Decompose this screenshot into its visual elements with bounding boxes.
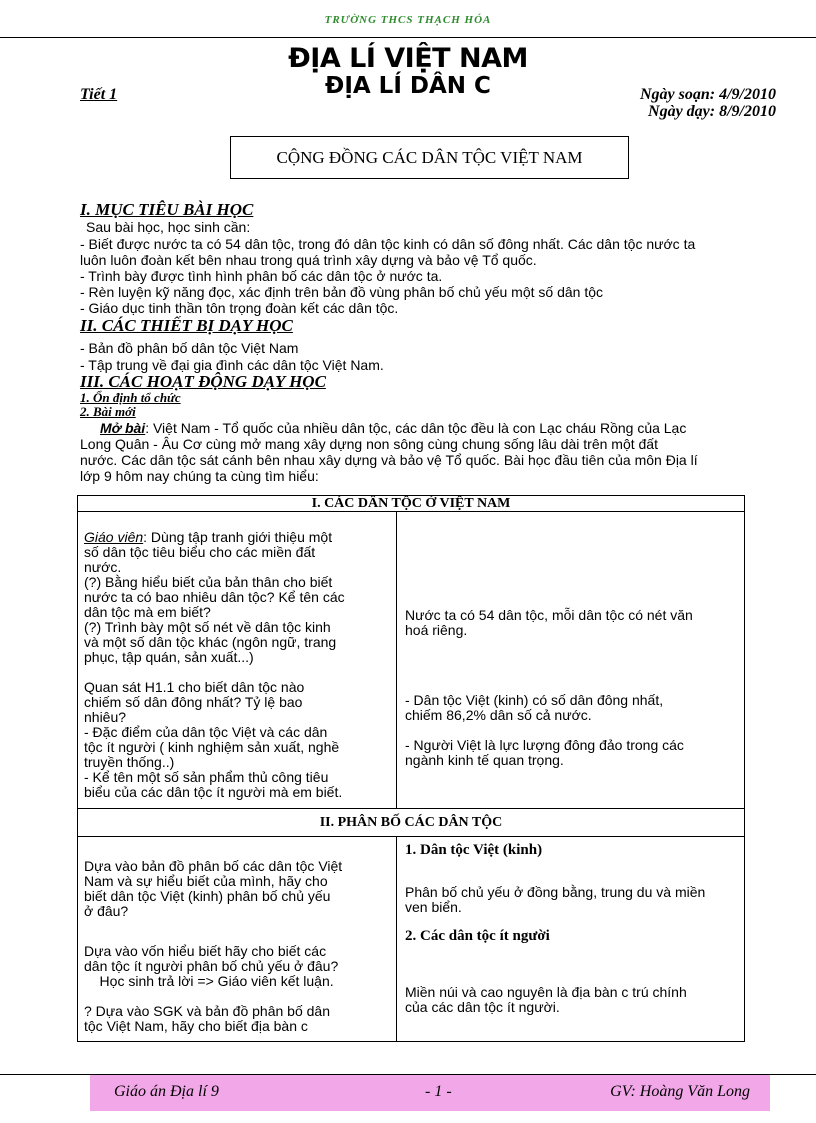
content-line: ngành kinh tế quan trọng. xyxy=(405,752,564,768)
content-line: Phân bố chủ yếu ở đồng bằng, trung du và miền xyxy=(405,884,706,900)
intro-line: Long Quân - Âu Cơ cùng mở mang xây dựng non sông cùng chung sống lâu dài trên một đất xyxy=(80,436,658,452)
equipment-line: - Bản đồ phân bố dân tộc Việt Nam xyxy=(80,340,299,356)
page-title: ĐỊA LÍ VIỆT NAM xyxy=(288,43,528,74)
intro-line: lớp 9 hôm nay chúng ta cùng tìm hiểu: xyxy=(80,468,319,484)
content-line: ven biển. xyxy=(405,899,462,915)
content-line: - Dân tộc Việt (kinh) có số dân đông nhất, xyxy=(405,692,664,708)
content-subheading: 2. Các dân tộc ít người xyxy=(405,928,550,944)
content-subheading: 1. Dân tộc Việt (kinh) xyxy=(405,842,543,858)
header-divider xyxy=(0,37,816,38)
content-cell xyxy=(397,837,745,1042)
intro-line: nước. Các dân tộc sát cánh bên nhau xây dựng và bảo vệ Tổ quốc. Bài học đầu tiên của môn Địa lí xyxy=(80,452,698,468)
section-activities-heading: III. CÁC HOẠT ĐỘNG DẠY HỌC xyxy=(80,372,326,391)
lesson-title: CỘNG ĐỒNG CÁC DÂN TỘC VIỆT NAM xyxy=(230,136,629,179)
lesson-table xyxy=(77,495,745,1042)
objectives-line: Sau bài học, học sinh cần: xyxy=(86,219,251,235)
intro-label: Mở bài xyxy=(100,420,146,436)
content-line: Nước ta có 54 dân tộc, mỗi dân tộc có nét văn xyxy=(405,607,693,623)
date-prepared: Ngày soạn: 4/9/2010 xyxy=(640,86,776,103)
objectives-line: - Giáo dục tinh thần tôn trọng đoàn kết các dân tộc. xyxy=(80,300,399,316)
content-line: - Người Việt là lực lượng đông đảo trong các xyxy=(405,737,684,753)
section-objectives-heading: I. MỤC TIÊU BÀI HỌC xyxy=(80,200,254,219)
intro-line xyxy=(100,420,686,436)
teacher-activities-cell: Giáo viên: Dùng tập tranh giới thiệu một số dân tộc tiêu biểu cho các miền đất nước. (?) Bằng hiểu biết của bản thân cho biết nước ta có bao nhiêu dân tộc? Kể tên các dân tộc mà em biết? (?) Trình bày một số nét về dân tộc kinh và một số dân tộc khác (ngôn ngữ, trang phục, tập quán, sản xuất...) Quan sát H1.1 cho biết dân tộc nào chiếm số dân đông nhất? Tỷ lệ bao nhiêu? - Đặc điểm của dân tộc Việt và các dân tộc ít người ( kinh nghiệm sản xuất, nghề truyền thống..) - Kể tên một số sản phẩm thủ công tiêu biểu của các dân tộc ít người mà em biết. xyxy=(78,512,397,809)
content-cell xyxy=(397,512,745,809)
content-line: chiếm 86,2% dân số cả nước. xyxy=(405,707,592,723)
section-equipment-heading: II. CÁC THIẾT BỊ DẠY HỌC xyxy=(80,316,293,335)
sub-heading-stabilize: 1. Ổn định tổ chức xyxy=(80,390,181,405)
lesson-dates xyxy=(640,86,776,120)
table-section-heading: I. CÁC DÂN TỘC Ở VIỆT NAM xyxy=(78,496,745,512)
objectives-line: luôn luôn đoàn kết bên nhau trong quá trình xây dựng và bảo vệ Tổ quốc. xyxy=(80,252,537,268)
objectives-line: - Trình bày được tình hình phân bố các dân tộc ở nước ta. xyxy=(80,268,443,284)
page-footer xyxy=(90,1075,770,1111)
page-subtitle: ĐỊA LÍ DÂN C xyxy=(325,73,491,99)
teacher-label: Giáo viên xyxy=(84,529,144,545)
table-section-heading: II. PHÂN BỐ CÁC DÂN TỘC xyxy=(78,809,745,837)
date-taught: Ngày dạy: 8/9/2010 xyxy=(648,103,776,120)
sub-heading-new-lesson: 2. Bài mới xyxy=(80,404,136,419)
teacher-activities-cell: Dựa vào bản đồ phân bố các dân tộc Việt Nam và sự hiểu biết của mình, hãy cho biết dân tộc Việt (kinh) phân bố chủ yếu ở đâu? Dựa vào vốn hiểu biết hãy cho biết các dân tộc ít người phân bố chủ yếu ở đâu? Học sinh trả lời => Giáo viên kết luận. ? Dựa vào SGK và bản đồ phân bố dân tộc Việt Nam, hãy cho biết địa bàn c xyxy=(78,837,397,1042)
page-number: - 1 - xyxy=(425,1083,452,1100)
objectives-line: - Biết được nước ta có 54 dân tộc, trong đó dân tộc kinh có dân số đông nhất. Các dân tộc nước ta xyxy=(80,236,696,252)
objectives-line: - Rèn luyện kỹ năng đọc, xác định trên bản đồ vùng phân bố chủ yếu một số dân tộc xyxy=(80,284,604,300)
school-name: TRƯỜNG THCS THẠCH HÓA xyxy=(324,14,492,26)
footer-teacher: GV: Hoàng Văn Long xyxy=(610,1083,750,1100)
content-line: Miền núi và cao nguyên là địa bàn c trú chính xyxy=(405,984,687,1000)
equipment-line: - Tập trung về đại gia đình các dân tộc Việt Nam. xyxy=(80,357,384,373)
period-label: Tiết 1 xyxy=(80,86,118,103)
teacher-activity-line: Giáo viên: Dùng tập tranh giới thiệu một xyxy=(84,529,333,545)
intro-text: : Việt Nam - Tổ quốc của nhiều dân tộc, các dân tộc đều là con Lạc cháu Rồng của Lạc xyxy=(145,420,687,436)
footer-course: Giáo án Địa lí 9 xyxy=(114,1083,219,1100)
content-line: của các dân tộc ít người. xyxy=(405,999,560,1015)
content-line: hoá riêng. xyxy=(405,622,468,638)
